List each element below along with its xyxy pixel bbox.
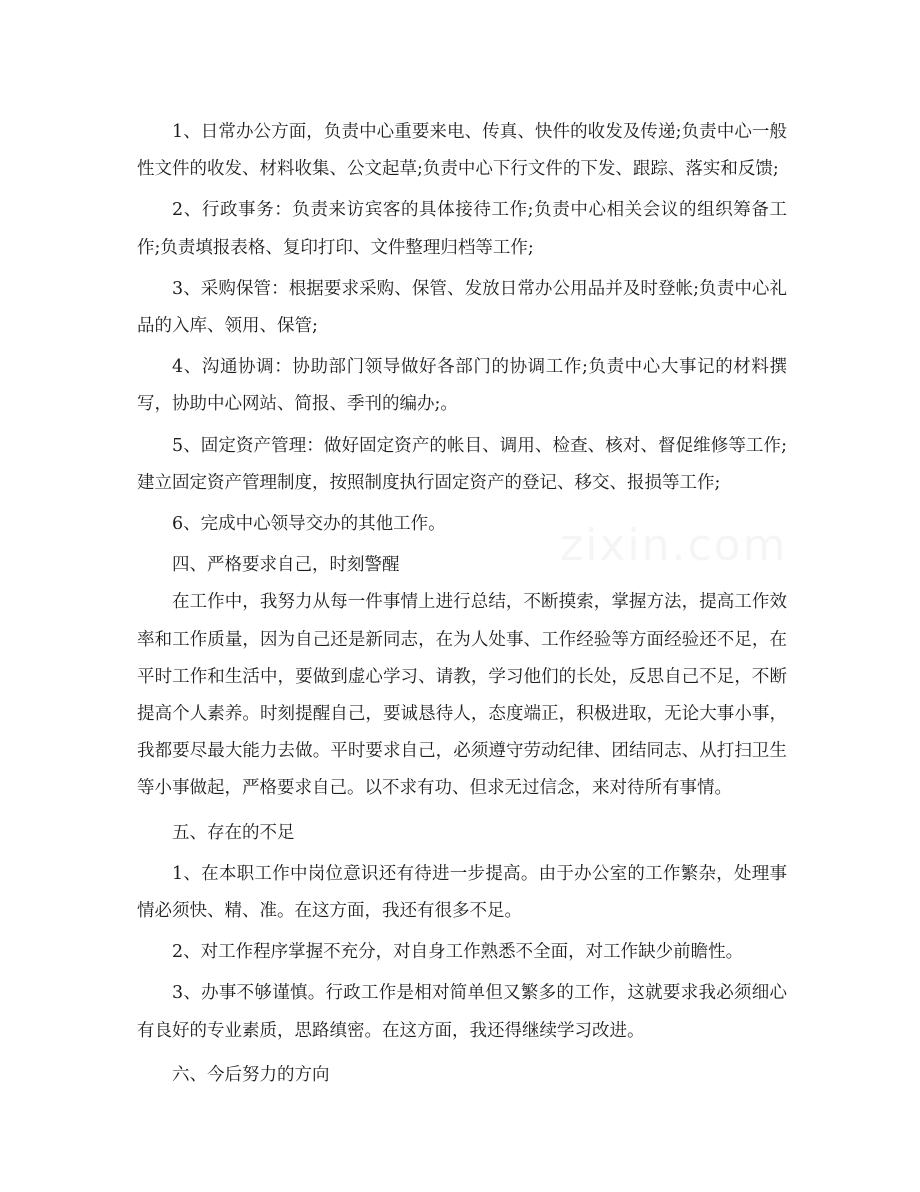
- paragraph-duty-1: 1、日常办公方面，负责中心重要来电、传真、快件的收发及传递;负责中心一般性文件的收发、材料收集、公文起草;负责中心下行文件的下发、跟踪、落实和反馈;: [137, 122, 787, 180]
- paragraph-shortcoming-2: 2、对工作程序掌握不充分，对自身工作熟悉不全面，对工作缺少前瞻性。: [172, 942, 744, 963]
- paragraph-duty-6: 6、完成中心领导交办的其他工作。: [172, 514, 446, 535]
- paragraph-duty-5: 5、固定资产管理：做好固定资产的帐目、调用、检查、核对、督促维修等工作;建立固定资产管理制度，按照制度执行固定资产的登记、移交、报损等工作;: [137, 435, 787, 493]
- watermark: zixin.com: [560, 520, 788, 571]
- section-heading-5: 五、存在的不足: [172, 822, 295, 843]
- paragraph-duty-3: 3、采购保管：根据要求采购、保管、发放日常办公用品并及时登帐;负责中心礼品的入库、领用、保管;: [137, 278, 787, 337]
- section-heading-4: 四、严格要求自己，时刻警醒: [172, 555, 400, 576]
- paragraph-duty-2: 2、行政事务：负责来访宾客的具体接待工作;负责中心相关会议的组织筹备工作;负责填报表格、复印打印、文件整理归档等工作;: [137, 200, 787, 258]
- paragraph-shortcoming-1: 1、在本职工作中岗位意识还有待进一步提高。由于办公室的工作繁杂，处理事情必须快、精、准。在这方面，我还有很多不足。: [137, 863, 787, 922]
- paragraph-section-4-body: 在工作中，我努力从每一件事情上进行总结，不断摸索，掌握方法，提高工作效率和工作质量，因为自己还是新同志，在为人处事、工作经验等方面经验还不足，在平时工作和生活中，要做到虚心学习、请教，学习他们的长处，反思自己不足，不断提高个人素养。时刻提醒自己，要诚恳待人，态度端正，积极进取，无论大事小事，我都要尽最大能力去做。平时要求自己，必须遵守劳动纪律、团结同志、从打扫卫生等小事做起，严格要求自己。以不求有功、但求无过信念，来对待所有事情。: [137, 592, 787, 799]
- section-heading-6: 六、今后努力的方向: [172, 1064, 330, 1085]
- paragraph-shortcoming-3: 3、办事不够谨慎。行政工作是相对简单但又繁多的工作，这就要求我必须细心有良好的专业素质，思路缜密。在这方面，我还得继续学习改进。: [137, 983, 787, 1041]
- paragraph-duty-4: 4、沟通协调：协助部门领导做好各部门的协调工作;负责中心大事记的材料撰写，协助中心网站、简报、季刊的编办;。: [137, 357, 787, 415]
- document-body: [137, 114, 787, 1094]
